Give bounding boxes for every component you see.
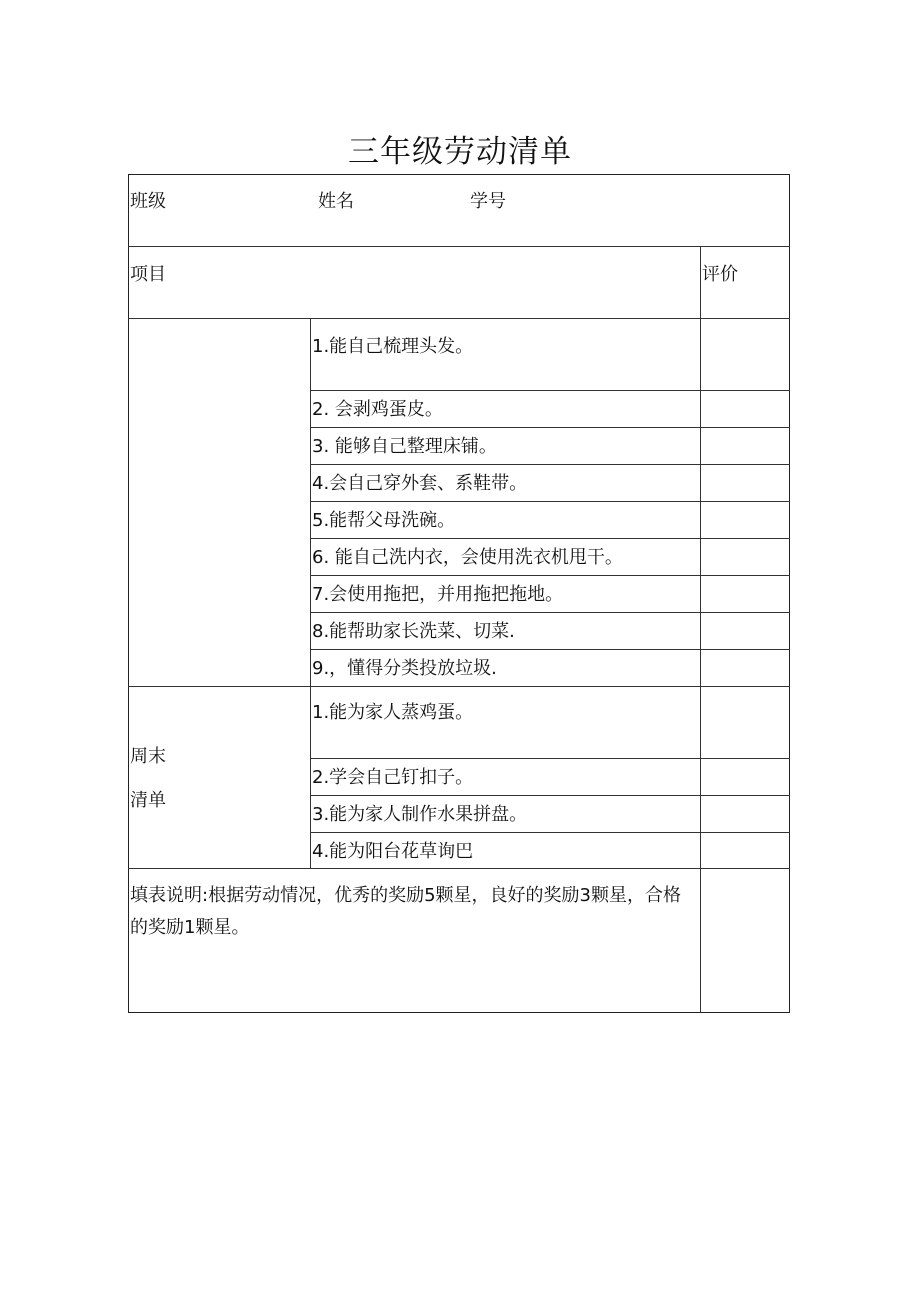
row-divider (128, 318, 790, 319)
checklist-item: 2. 会剥鸡蛋皮。 (312, 399, 443, 420)
column-divider (700, 246, 701, 1013)
checklist-item: 7.会使用拖把，并用拖把拖地。 (312, 584, 564, 605)
row-divider (310, 390, 790, 391)
checklist-item: 4.能为阳台花草询巴 (312, 841, 474, 862)
row-divider (128, 868, 790, 869)
page-title: 三年级劳动清单 (348, 134, 572, 170)
row-divider (310, 538, 790, 539)
row-divider (310, 758, 790, 759)
weekend-section-label: 周末 (130, 746, 166, 767)
checklist-item: 5.能帮父母洗碗。 (312, 510, 456, 531)
row-divider (310, 464, 790, 465)
evaluation-column-header: 评价 (702, 264, 738, 285)
checklist-item: 3. 能够自己整理床铺。 (312, 436, 497, 457)
student-id-label: 学号 (470, 191, 506, 212)
column-divider (310, 318, 311, 868)
instructions-note: 填表说明:根据劳动情况，优秀的奖励5颗星，良好的奖励3颗星，合格的奖励1颗星。 (130, 885, 681, 938)
name-label: 姓名 (318, 191, 354, 212)
checklist-item: 1.能自己梳理头发。 (312, 336, 474, 357)
checklist-item: 8.能帮助家长洗菜、切菜. (312, 621, 515, 642)
row-divider (128, 686, 790, 687)
checklist-item: 3.能为家人制作水果拼盘。 (312, 804, 528, 825)
class-label: 班级 (130, 191, 166, 212)
row-divider (310, 612, 790, 613)
row-divider (310, 575, 790, 576)
checklist-item: 9.，懂得分类投放垃圾. (312, 658, 497, 679)
row-divider (310, 795, 790, 796)
checklist-item: 4.会自己穿外套、系鞋带。 (312, 473, 528, 494)
row-divider (128, 246, 790, 247)
checklist-item: 1.能为家人蒸鸡蛋。 (312, 702, 474, 723)
checklist-item: 6. 能自己洗内衣，会使用洗衣机甩干。 (312, 547, 623, 568)
item-column-header: 项目 (130, 264, 166, 285)
row-divider (310, 649, 790, 650)
row-divider (310, 832, 790, 833)
weekend-section-label: 清单 (130, 790, 166, 811)
checklist-item: 2.学会自己钉扣子。 (312, 767, 474, 788)
row-divider (310, 501, 790, 502)
row-divider (310, 427, 790, 428)
